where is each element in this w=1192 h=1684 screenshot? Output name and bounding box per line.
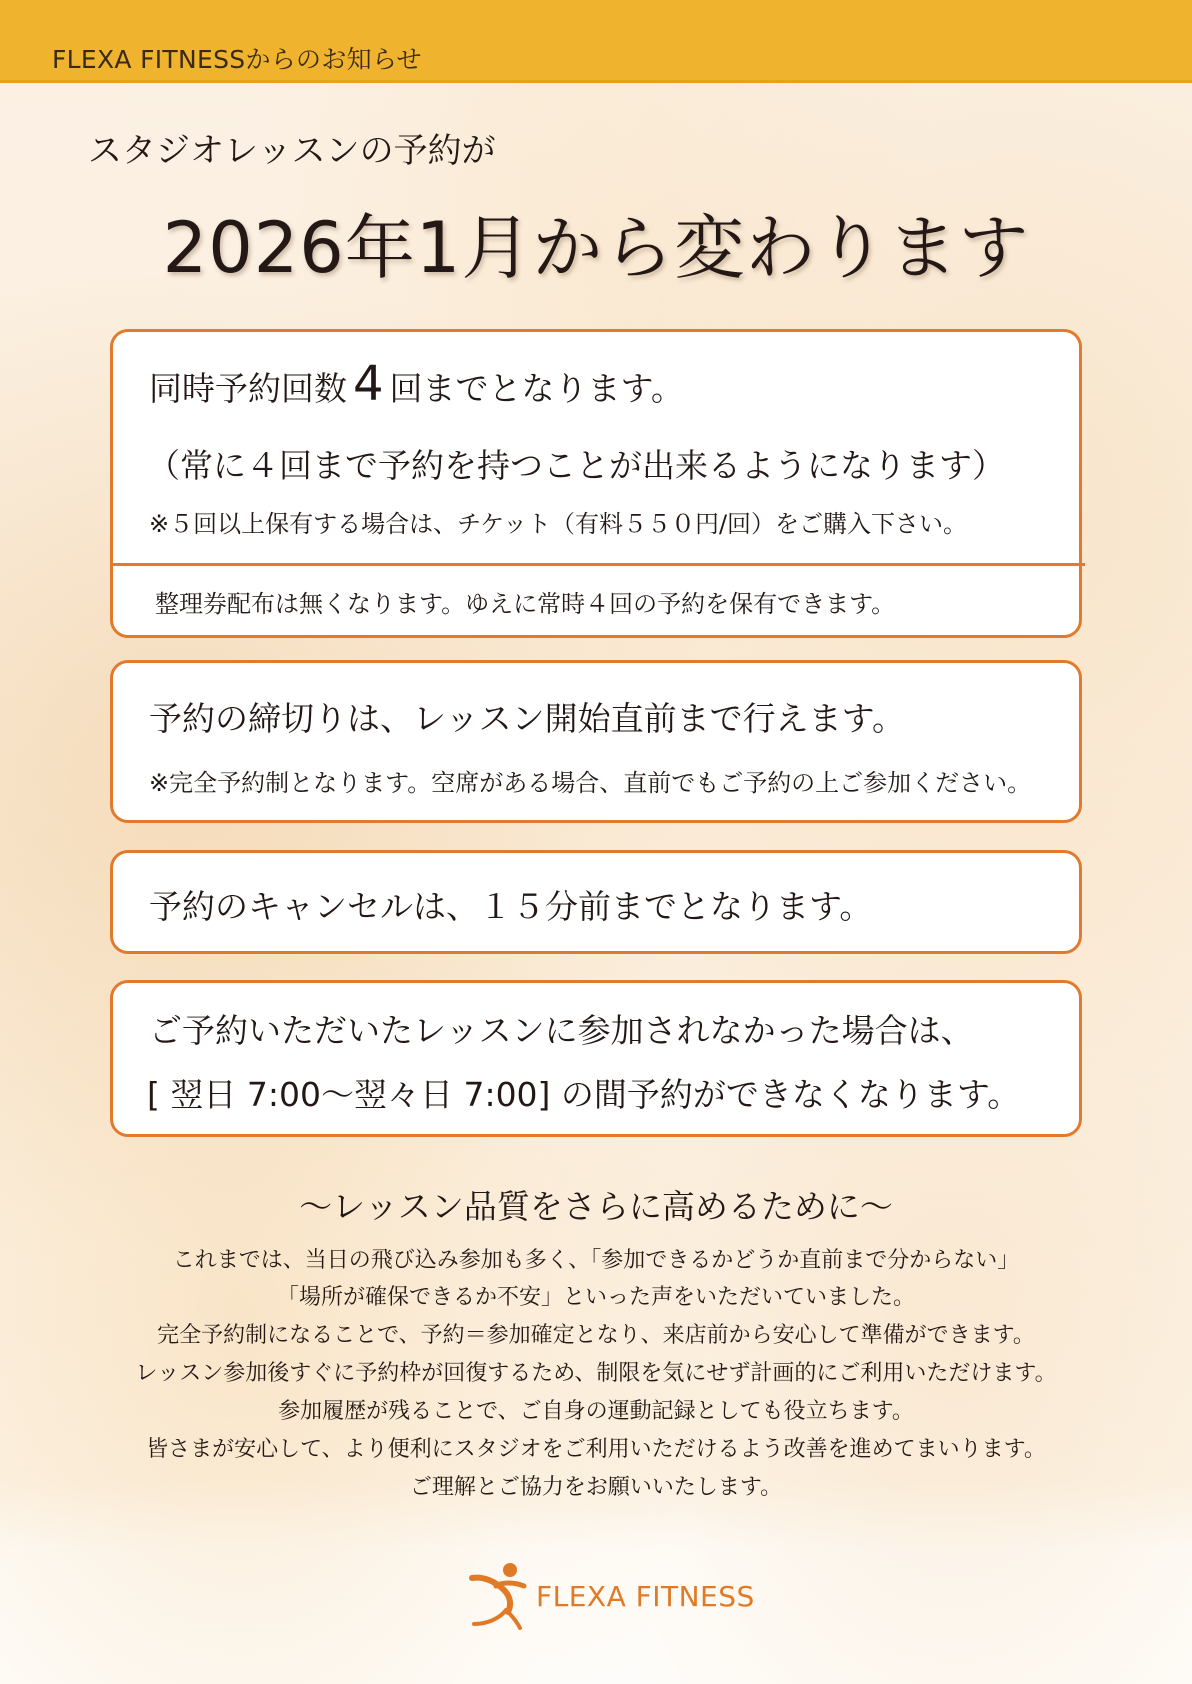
- deadline-line: 予約の締切りは、レッスン開始直前まで行えます。: [149, 699, 906, 738]
- paragraph-line: レッスン参加後すぐに予約枠が回復するため、制限を気にせず計画的にご利用いただけます。: [135, 1361, 1057, 1386]
- reservation-count-line: [149, 356, 684, 412]
- paragraph-line: ご理解とご協力をお願いいたします。: [409, 1475, 783, 1500]
- paragraph-line: 参加履歴が残ることで、ご自身の運動記録としても役立ちます。: [278, 1399, 914, 1424]
- header-title: FLEXA FITNESSからのお知らせ: [52, 45, 422, 74]
- flexa-figure-logo-icon: [466, 1560, 532, 1630]
- paragraph-line: これまでは、当日の飛び込み参加も多く、「参加できるかどうか直前まで分からない」: [172, 1248, 1020, 1273]
- no-show-line: ご予約いただいたレッスンに参加されなかった場合は、: [149, 1011, 974, 1050]
- footer-logo-text: FLEXA FITNESS: [536, 1580, 755, 1613]
- section-title: 〜レッスン品質をさらに高めるために〜: [299, 1187, 893, 1226]
- box-divider: [110, 563, 1085, 566]
- ticket-note: ※５回以上保有する場合は、チケット（有料５５０円/回）をご購入下さい。: [149, 510, 968, 538]
- reservation-count-suffix: 回までとなります。: [389, 369, 684, 408]
- notice-box-no-show: [110, 980, 1082, 1137]
- paragraph-line: 「場所が確保できるか不安」といった声をいただいていました。: [276, 1285, 915, 1310]
- notice-box-deadline: [110, 660, 1082, 823]
- reservation-note: （常に４回まで予約を持つことが出来るようになります）: [147, 446, 1005, 485]
- notice-box-cancel: [110, 850, 1082, 954]
- cancel-line: 予約のキャンセルは、１５分前までとなります。: [149, 887, 873, 926]
- reservation-count-number: 4: [353, 356, 384, 412]
- ticket-distribution-note: 整理券配布は無くなります。ゆえに常時４回の予約を保有できます。: [155, 590, 896, 618]
- paragraph-line: 皆さまが安心して、より便利にスタジオをご利用いただけるよう改善を進めてまいります。: [146, 1437, 1046, 1462]
- main-title: 2026年1月から変わります: [162, 207, 1030, 289]
- deadline-note: ※完全予約制となります。空席がある場合、直前でもご予約の上ご参加ください。: [149, 769, 1032, 797]
- notice-box-reservation-count: [110, 329, 1082, 638]
- paragraph-line: 完全予約制になることで、予約＝参加確定となり、来店前から安心して準備ができます。: [157, 1323, 1035, 1348]
- subtitle: スタジオレッスンの予約が: [88, 131, 496, 171]
- no-show-penalty: [ 翌日 7:00〜翌々日 7:00] の間予約ができなくなります。: [147, 1075, 1021, 1114]
- reservation-count-prefix: 同時予約回数: [149, 369, 347, 408]
